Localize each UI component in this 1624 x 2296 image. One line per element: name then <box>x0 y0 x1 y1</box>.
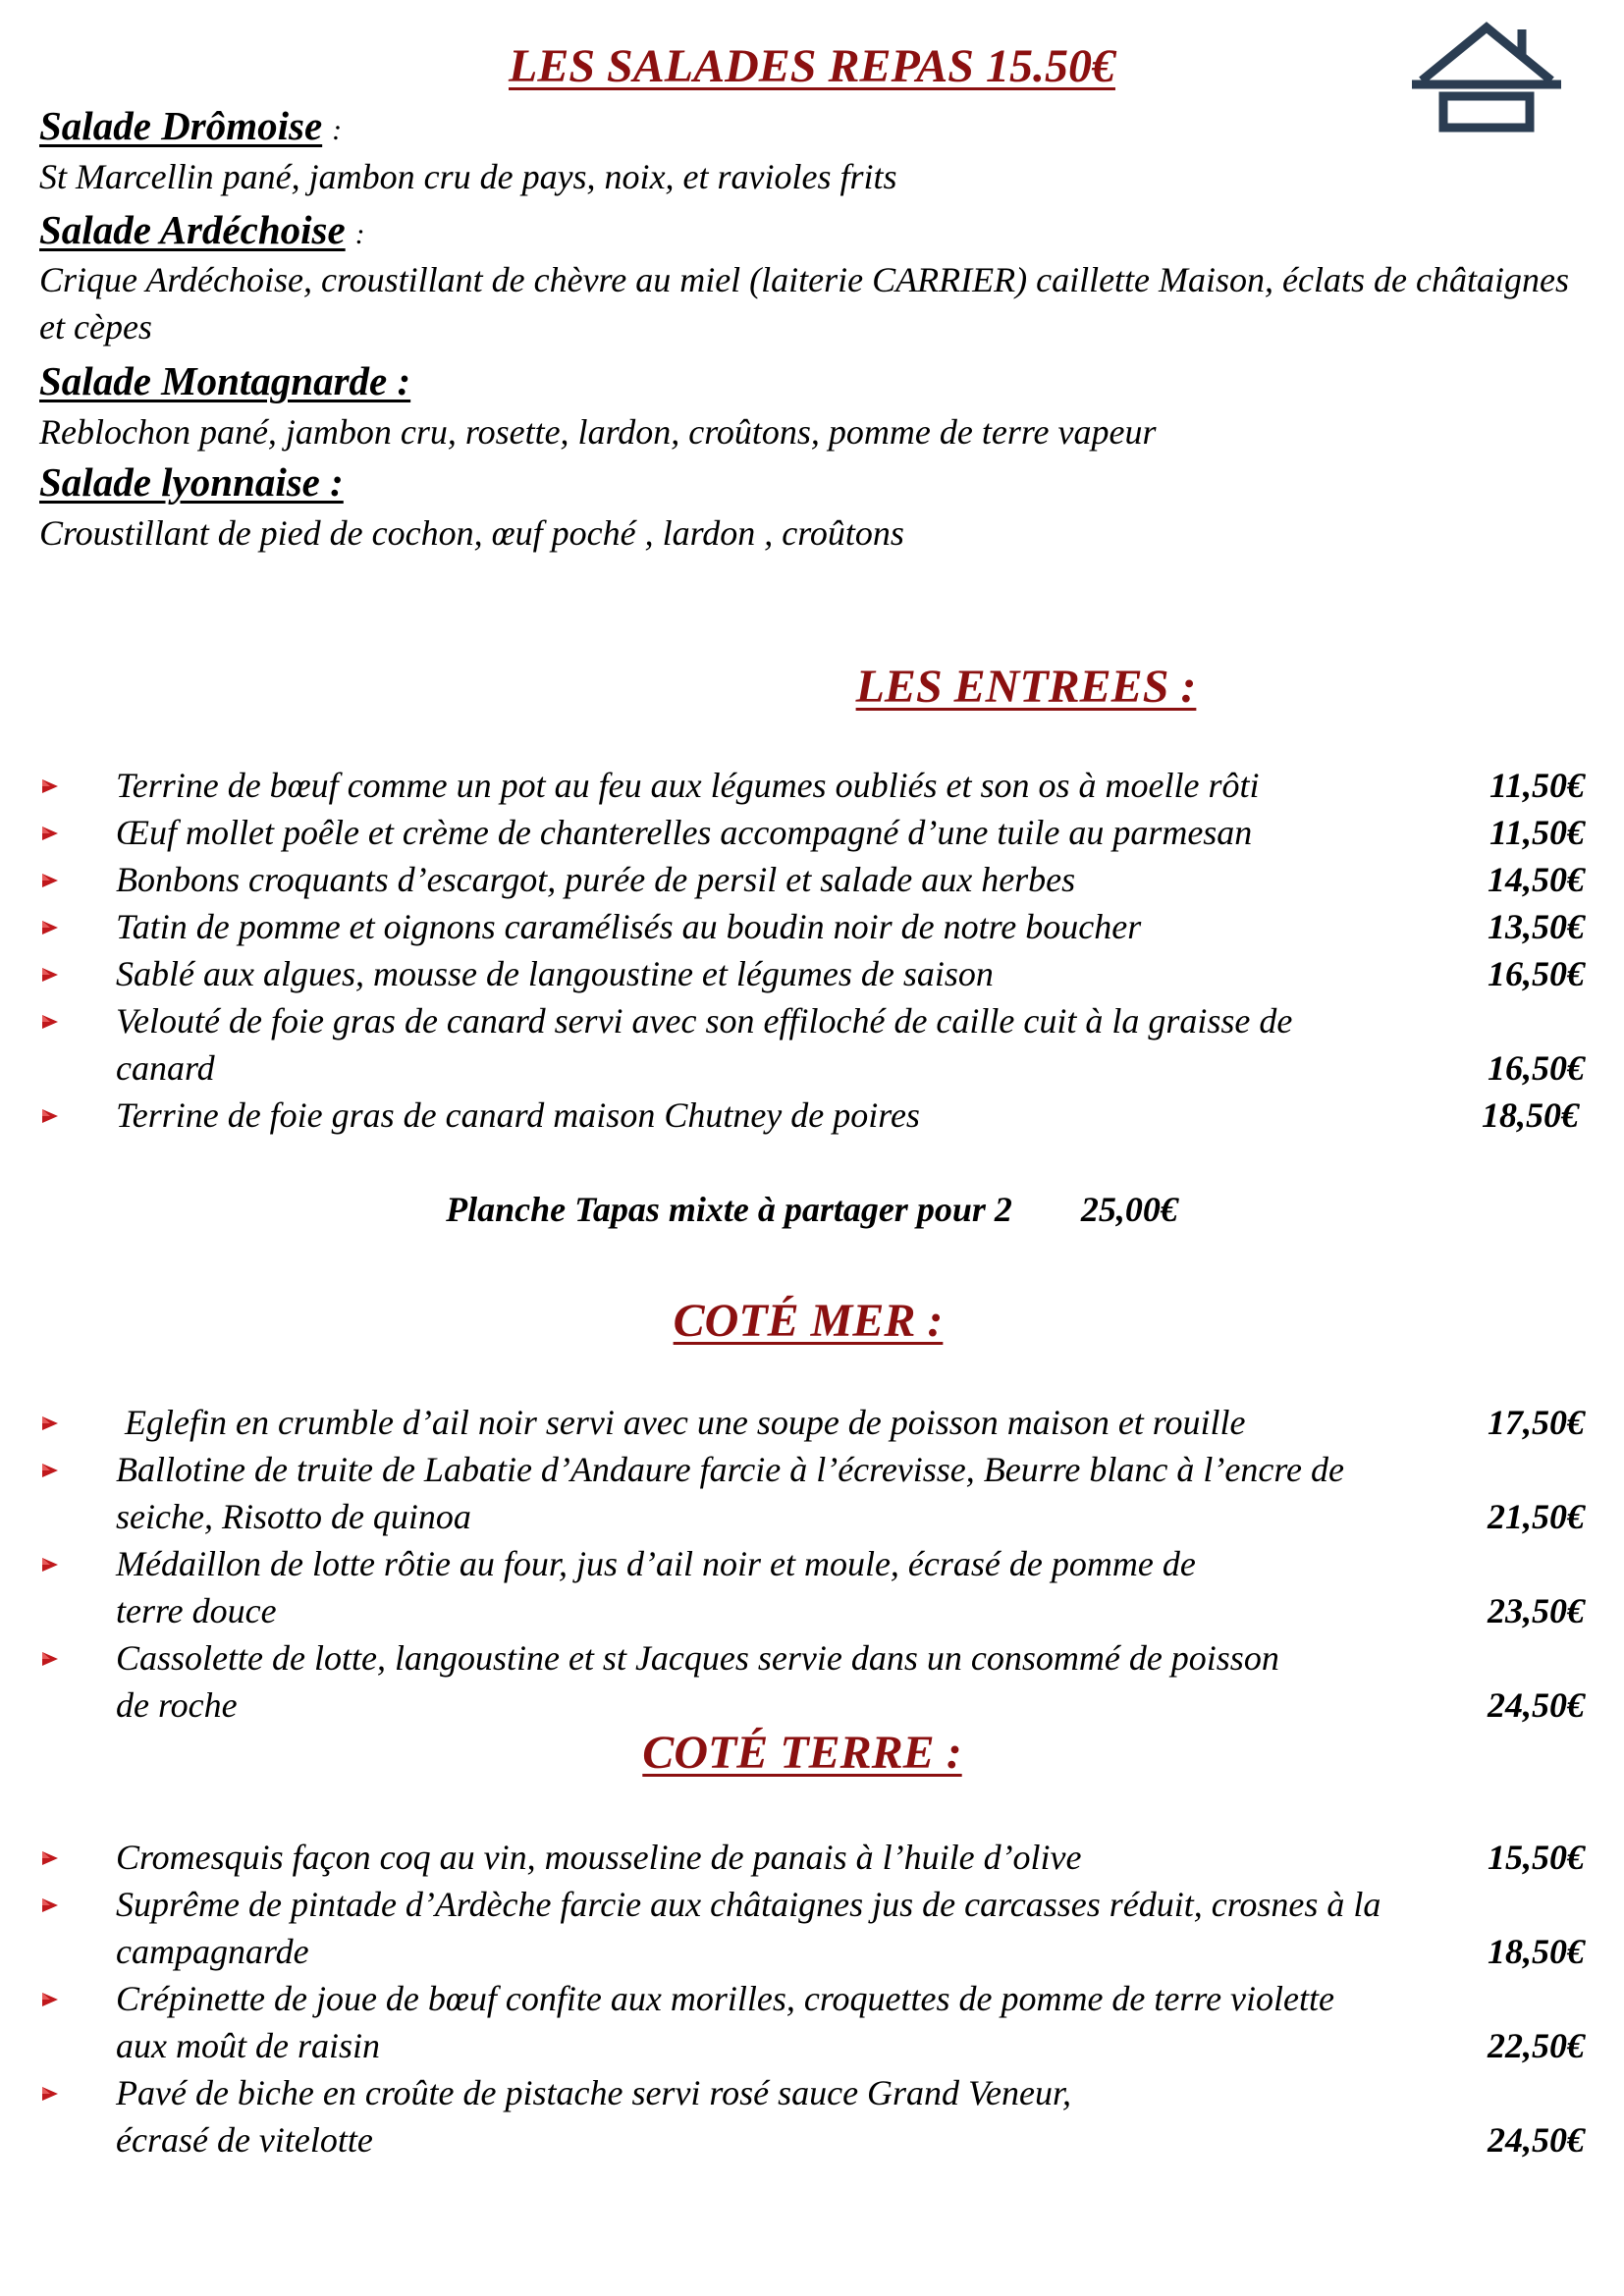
price: 22,50€ <box>1488 2026 1585 2065</box>
menu-item: Tatin de pomme et oignons caramélisés au boudin noir de notre boucher <box>116 907 1142 946</box>
menu-item: Cassolette de lotte, langoustine et st Jacques servie dans un consommé de poisson de roche <box>116 1638 1279 1725</box>
menu-item: Suprême de pintade d’Ardèche farcie aux châtaignes jus de carcasses réduit, crosnes à la campagnarde <box>116 1885 1381 1971</box>
menu-item: Médaillon de lotte rôtie au four, jus d’ail noir et moule, écrasé de pomme de terre douce <box>116 1544 1196 1630</box>
salad-desc-lyonnaise: Croustillant de pied de cochon, œuf poché , lardon , croûtons <box>39 513 904 553</box>
salad-desc-montagnarde: Reblochon pané, jambon cru, rosette, lardon, croûtons, pomme de terre vapeur <box>39 412 1157 452</box>
menu-item: Crépinette de joue de bœuf confite aux morilles, croquettes de pomme de terre violette aux moût de raisin <box>116 1979 1334 2065</box>
menu-item: Terrine de bœuf comme un pot au feu aux légumes oubliés et son os à moelle rôti <box>116 766 1260 805</box>
bullet-icon <box>39 1895 61 1916</box>
salad-name-lyonnaise: Salade lyonnaise : <box>39 459 344 505</box>
bullet-icon <box>39 1989 61 2010</box>
bullet-icon <box>39 1460 61 1481</box>
menu-item: Pavé de biche en croûte de pistache servi rosé sauce Grand Veneur, écrasé de vitelotte <box>116 2073 1072 2160</box>
planche-tapas <box>0 1186 1624 1233</box>
price: 15,50€ <box>1488 1838 1585 1877</box>
salad-name-dromoise: Salade Drômoise : <box>39 103 343 148</box>
salad-name-ardechoise: Salade Ardéchoise : <box>39 207 365 252</box>
price: 11,50€ <box>1489 766 1585 805</box>
menu-item: Bonbons croquants d’escargot, purée de persil et salade aux herbes <box>116 860 1076 899</box>
menu-item: Ballotine de truite de Labatie d’Andaure farcie à l’écrevisse, Beurre blanc à l’encre de seiche, Risotto de quinoa <box>116 1450 1344 1536</box>
planche-label: Planche Tapas mixte à partager pour 2 <box>446 1190 1012 1229</box>
price: 18,50€ <box>1482 1095 1579 1135</box>
bullet-icon <box>39 1413 61 1434</box>
bullet-icon <box>39 1554 61 1575</box>
bullet-icon <box>39 775 61 797</box>
salad-name-montagnarde: Salade Montagnarde : <box>39 358 411 403</box>
bullet-icon <box>39 1648 61 1670</box>
terre-title: COTÉ TERRE : <box>642 1727 962 1779</box>
entrees-title: LES ENTREES : <box>855 661 1197 713</box>
price: 24,50€ <box>1488 2120 1585 2160</box>
bullet-icon <box>39 964 61 986</box>
salades-title: LES SALADES REPAS 15.50€ <box>509 40 1115 92</box>
price: 14,50€ <box>1488 860 1585 899</box>
bullet-icon <box>39 2083 61 2105</box>
planche-price: 25,00€ <box>1080 1190 1178 1229</box>
mer-title: COTÉ MER : <box>673 1295 944 1347</box>
menu-item: Terrine de foie gras de canard maison Chutney de poires <box>116 1095 920 1135</box>
salad-desc-dromoise: St Marcellin pané, jambon cru de pays, noix, et ravioles frits <box>39 157 897 196</box>
price: 11,50€ <box>1489 813 1585 852</box>
menu-item: Eglefin en crumble d’ail noir servi avec une soupe de poisson maison et rouille <box>116 1403 1246 1442</box>
bullet-icon <box>39 1847 61 1869</box>
menu-item: Cromesquis façon coq au vin, mousseline de panais à l’huile d’olive <box>116 1838 1082 1877</box>
menu-item: Œuf mollet poêle et crème de chanterelles accompagné d’une tuile au parmesan <box>116 813 1253 852</box>
price: 21,50€ <box>1488 1497 1585 1536</box>
bullet-icon <box>39 870 61 891</box>
bullet-icon <box>39 823 61 844</box>
price: 24,50€ <box>1488 1685 1585 1725</box>
bullet-icon <box>39 917 61 938</box>
price: 16,50€ <box>1488 954 1585 993</box>
price: 18,50€ <box>1488 1932 1585 1971</box>
salad-desc-ardechoise: Crique Ardéchoise, croustillant de chèvre au miel (laiterie CARRIER) caillette Maison, éclats de châtaignes et cèpes <box>39 260 1569 347</box>
price: 17,50€ <box>1488 1403 1585 1442</box>
price: 13,50€ <box>1488 907 1585 946</box>
price: 23,50€ <box>1488 1591 1585 1630</box>
menu-item: Sablé aux algues, mousse de langoustine et légumes de saison <box>116 954 994 993</box>
menu-item: Velouté de foie gras de canard servi avec son effiloché de caille cuit à la graisse de canard <box>116 1001 1293 1088</box>
price: 16,50€ <box>1488 1048 1585 1088</box>
bullet-icon <box>39 1011 61 1033</box>
bullet-icon <box>39 1105 61 1127</box>
